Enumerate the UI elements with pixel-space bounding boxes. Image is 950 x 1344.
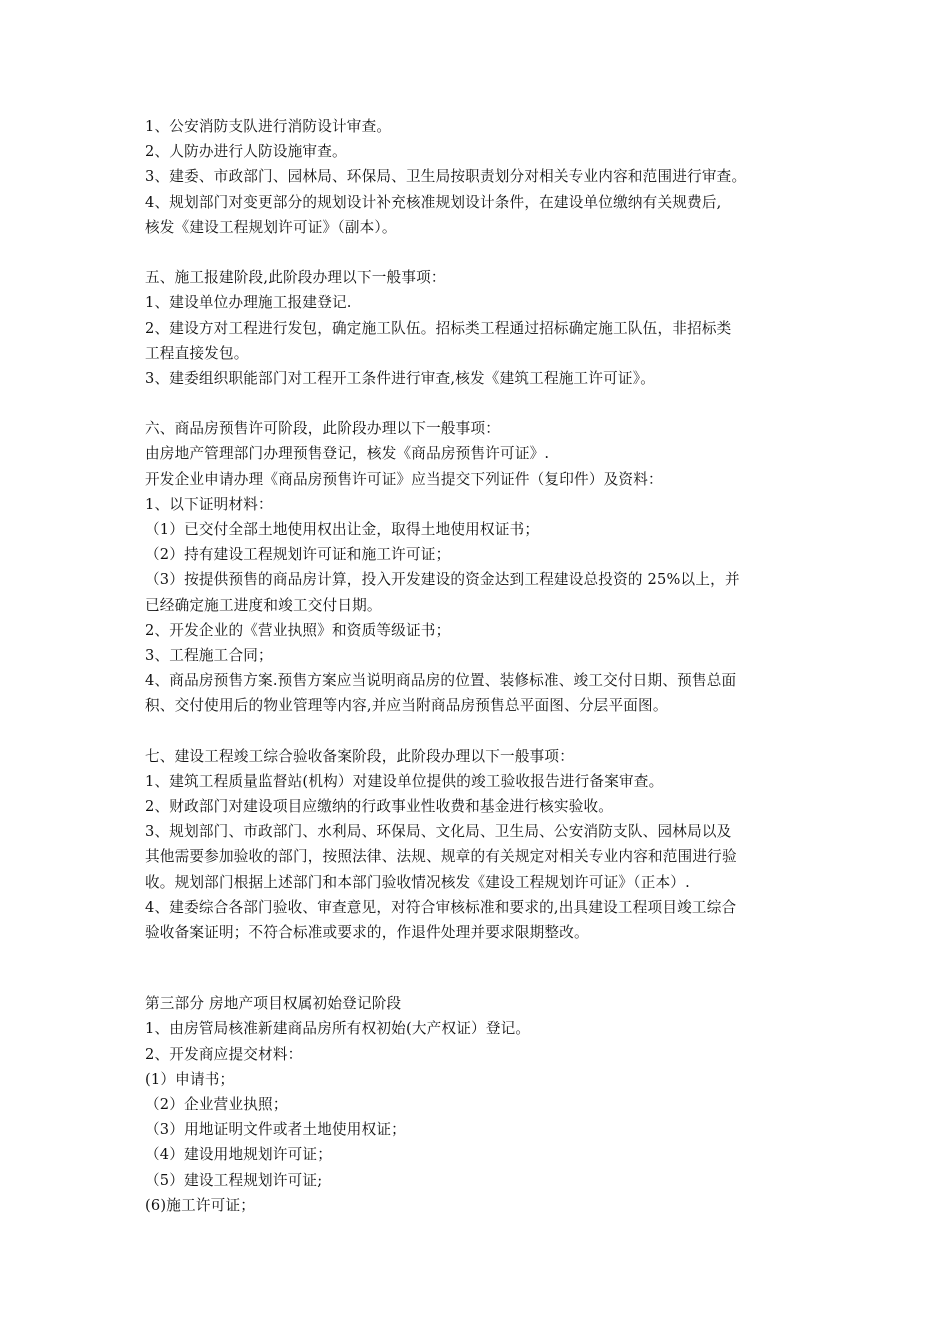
section-heading: 七、建设工程竣工综合验收备案阶段，此阶段办理以下一般事项： bbox=[145, 747, 575, 765]
part-heading: 第三部分 房地产项目权属初始登记阶段 bbox=[145, 995, 402, 1013]
text-line: （2）持有建设工程规划许可证和施工许可证； bbox=[145, 546, 451, 564]
section-review-items bbox=[145, 114, 817, 240]
paragraph-gap bbox=[145, 391, 817, 416]
document-body bbox=[145, 114, 817, 1218]
text-line: 工程直接发包。 bbox=[145, 344, 249, 362]
text-line: 4、商品房预售方案.预售方案应当说明商品房的位置、装修标准、竣工交付日期、预售总面 bbox=[145, 672, 737, 690]
text-line: 2、开发企业的《营业执照》和资质等级证书； bbox=[145, 621, 451, 639]
section-heading: 五、施工报建阶段,此阶段办理以下一般事项： bbox=[145, 269, 446, 287]
text-line: 3、工程施工合同； bbox=[145, 646, 273, 664]
text-line: 由房地产管理部门办理预售登记，核发《商品房预售许可证》. bbox=[145, 445, 550, 463]
text-line: 3、建委、市政部门、园林局、环保局、卫生局按职责划分对相关专业内容和范围进行审查。 bbox=[145, 168, 747, 186]
text-line: 2、人防办进行人防设施审查。 bbox=[145, 143, 347, 161]
text-line: 1、建设单位办理施工报建登记. bbox=[145, 294, 352, 312]
text-line: （3）按提供预售的商品房计算，投入开发建设的资金达到工程建设总投资的 25%以上，并 bbox=[145, 571, 740, 589]
text-line: 3、规划部门、市政部门、水利局、环保局、文化局、卫生局、公安消防支队、园林局以及 bbox=[145, 823, 732, 841]
text-line: 已经确定施工进度和竣工交付日期。 bbox=[145, 596, 382, 614]
text-line: （4）建设用地规划许可证； bbox=[145, 1146, 333, 1164]
text-line: 其他需要参加验收的部门，按照法律、法规、规章的有关规定对相关专业内容和范围进行验 bbox=[145, 848, 737, 866]
paragraph-gap bbox=[145, 945, 817, 991]
text-line: 开发企业申请办理《商品房预售许可证》应当提交下列证件（复印件）及资料： bbox=[145, 470, 663, 488]
paragraph-gap bbox=[145, 719, 817, 744]
paragraph-gap bbox=[145, 240, 817, 265]
text-line: 4、规划部门对变更部分的规划设计补充核准规划设计条件，在建设单位缴纳有关规费后, bbox=[145, 193, 722, 211]
text-line: 验收备案证明；不符合标准或要求的，作退件处理并要求限期整改。 bbox=[145, 924, 589, 941]
text-line: 收。规划部门根据上述部门和本部门验收情况核发《建设工程规划许可证》（正本）. bbox=[145, 873, 690, 891]
text-line: （2）企业营业执照； bbox=[145, 1095, 288, 1113]
text-line: （3）用地证明文件或者土地使用权证； bbox=[145, 1121, 406, 1139]
text-line: 积、交付使用后的物业管理等内容,并应当附商品房预售总平面图、分层平面图。 bbox=[145, 697, 668, 715]
section-heading: 六、商品房预售许可阶段，此阶段办理以下一般事项： bbox=[145, 420, 501, 438]
text-line: (1）申请书； bbox=[145, 1070, 235, 1088]
text-line: 3、建委组织职能部门对工程开工条件进行审查,核发《建筑工程施工许可证》。 bbox=[145, 369, 656, 387]
text-line: 4、建委综合各部门验收、审查意见，对符合审核标准和要求的,出具建设工程项目竣工综合 bbox=[145, 898, 737, 916]
section-6-presale-permit bbox=[145, 416, 817, 718]
text-line: 2、开发商应提交材料： bbox=[145, 1045, 303, 1063]
section-7-completion-acceptance bbox=[145, 744, 817, 946]
text-line: 核发《建设工程规划许可证》（副本）。 bbox=[145, 218, 397, 236]
text-line: 1、由房管局核准新建商品房所有权初始(大产权证）登记。 bbox=[145, 1020, 531, 1038]
text-line: 2、财政部门对建设项目应缴纳的行政事业性收费和基金进行核实验收。 bbox=[145, 798, 614, 816]
text-line: 1、以下证明材料： bbox=[145, 495, 273, 513]
text-line: 2、建设方对工程进行发包，确定施工队伍。招标类工程通过招标确定施工队伍，非招标类 bbox=[145, 319, 732, 337]
text-line: （5）建设工程规划许可证; bbox=[145, 1171, 323, 1189]
text-line: （1）已交付全部土地使用权出让金，取得土地使用权证书； bbox=[145, 521, 540, 538]
text-line: 1、公安消防支队进行消防设计审查。 bbox=[145, 118, 392, 135]
part-3-initial-registration bbox=[145, 991, 817, 1218]
text-line: 1、建筑工程质量监督站(机构）对建设单位提供的竣工验收报告进行备案审查。 bbox=[145, 772, 664, 790]
text-line: (6)施工许可证； bbox=[145, 1196, 256, 1214]
section-5-construction-registration bbox=[145, 265, 817, 391]
